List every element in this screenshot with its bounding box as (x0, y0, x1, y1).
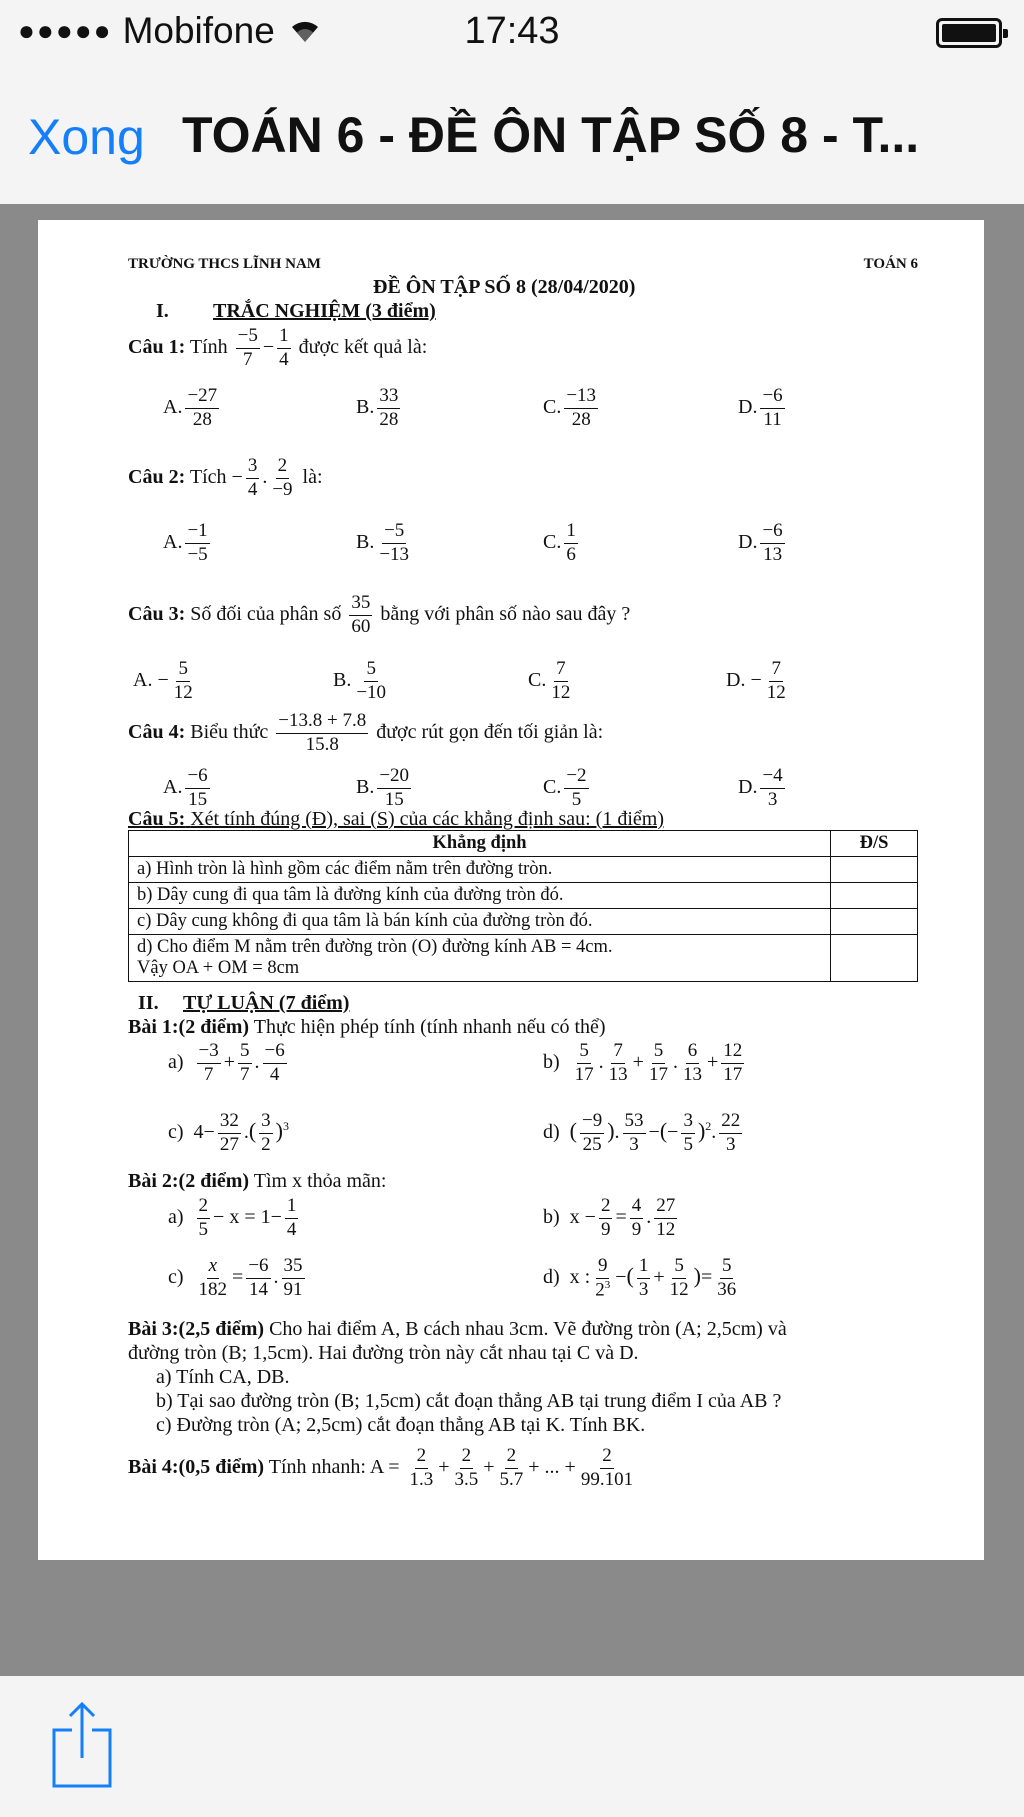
answer-cell (831, 857, 918, 883)
subject-label: TOÁN 6 (863, 256, 918, 272)
q1-option-a: A. $\frac{-27}{28}$ (163, 385, 218, 430)
exercise-1: Bài 1:(2 điểm) Thực hiện phép tính (tính nhanh nếu có thể) (128, 1016, 606, 1038)
q4-option-b: B. $\frac{-20}{15}$ (356, 765, 410, 810)
q2-option-c: C. $\frac{1}{6}$ (543, 520, 576, 565)
clock: 17:43 (464, 10, 560, 52)
q1-option-d: D. $\frac{-6}{11}$ (738, 385, 783, 430)
status-bar (0, 0, 1024, 62)
school-name: TRƯỜNG THCS LĨNH NAM (128, 256, 321, 272)
table-row (129, 935, 918, 982)
ex1-part-d: d) ( $\frac{-9}{25}$ ). $\frac{53}{3}$ −(− $\frac{3}{5}$ )$^2$. $\frac{22}{3}$ (543, 1110, 741, 1155)
section-heading: TỰ LUẬN (7 điểm) (183, 992, 350, 1014)
q1-option-c: C. $\frac{-13}{28}$ (543, 385, 597, 430)
true-false-table (128, 830, 918, 982)
statement-cell: c) Dây cung không đi qua tâm là bán kính của đường tròn đó. (129, 909, 831, 935)
share-icon[interactable] (50, 1700, 114, 1790)
q2-option-a: A. $\frac{-1}{-5}$ (163, 520, 208, 565)
question-3: Câu 3: Số đối của phân số $\frac{35}{60}$ bằng với phân số nào sau đây ? (128, 592, 631, 637)
exercise-3: Bài 3:(2,5 điểm) Cho hai điểm A, B cách nhau 3cm. Vẽ đường tròn (A; 2,5cm) và (128, 1318, 787, 1340)
q2-option-b: B. $\frac{-5}{-13}$ (356, 520, 410, 565)
q3-option-b: B. $\frac{5}{-10}$ (333, 658, 387, 703)
document-title: TOÁN 6 - ĐỀ ÔN TẬP SỐ 8 - T... (182, 107, 920, 163)
section-heading: TRẮC NGHIỆM (3 điểm) (213, 300, 436, 322)
ex1-part-b: b) $\frac{5}{17}$ . $\frac{7}{13}$ + $\frac{5}{17}$ . $\frac{6}{13}$ + $\frac{12}{17}$ (543, 1040, 743, 1085)
document-page (38, 220, 984, 1560)
ex1-part-a: a) $\frac{-3}{7}$ + $\frac{5}{7}$ . $\frac{-6}{4}$ (168, 1040, 285, 1085)
ex1-part-c: c) 4− $\frac{32}{27}$ .( $\frac{3}{2}$ )$^3$ (168, 1110, 289, 1155)
answer-cell (831, 883, 918, 909)
section-number: II. (138, 992, 159, 1014)
exercise-2: Bài 2:(2 điểm) Tìm x thỏa mãn: (128, 1170, 387, 1192)
q3-option-d: D. − $\frac{7}{12}$ (726, 658, 786, 703)
done-button[interactable]: Xong (28, 109, 145, 165)
exercise-3-text: đường tròn (B; 1,5cm). Hai đường tròn này cắt nhau tại C và D. (128, 1342, 639, 1364)
table-header-row (129, 831, 918, 857)
ex3-part-b: b) Tại sao đường tròn (B; 1,5cm) cắt đoạn thẳng AB tại trung điểm I của AB ? (156, 1390, 782, 1412)
bottom-toolbar (0, 1676, 1024, 1817)
ex2-part-a: a) $\frac{2}{5}$ − x = 1− $\frac{1}{4}$ (168, 1195, 297, 1240)
question-4: Câu 4: Biểu thức $\frac{-13.8 + 7.8}{15.8}$ được rút gọn đến tối giản là: (128, 710, 604, 755)
table-row (129, 857, 918, 883)
carrier-name: Mobifone (122, 10, 275, 51)
ex2-part-c: c) $\frac{x}{182}$ = $\frac{-6}{14}$ . $\frac{35}{91}$ (168, 1255, 303, 1300)
answer-cell (831, 935, 918, 982)
statement-cell: d) Cho điểm M nằm trên đường tròn (O) đường kính AB = 4cm. Vậy OA + OM = 8cm (129, 935, 831, 982)
q3-option-c: C. $\frac{7}{12}$ (528, 658, 571, 703)
question-2: Câu 2: Tích − $\frac{3}{4}$ . $\frac{2}{-9}$ là: (128, 455, 323, 500)
q4-option-a: A. $\frac{-6}{15}$ (163, 765, 208, 810)
battery-icon (936, 18, 1002, 48)
ex3-part-a: a) Tính CA, DB. (156, 1366, 290, 1388)
ex2-part-d: d) x : $\frac{9}{2^3}$ −( $\frac{1}{3}$ + $\frac{5}{12}$ )= $\frac{5}{36}$ (543, 1255, 737, 1301)
table-header-cell: Khẳng định (129, 831, 831, 857)
exam-title: ĐỀ ÔN TẬP SỐ 8 (28/04/2020) (373, 276, 636, 298)
answer-cell (831, 909, 918, 935)
q1-option-b: B. $\frac{33}{28}$ (356, 385, 399, 430)
ex2-part-b: b) x − $\frac{2}{9}$ = $\frac{4}{9}$ . $\frac{27}{12}$ (543, 1195, 676, 1240)
table-row (129, 909, 918, 935)
table-header-cell: Đ/S (831, 831, 918, 857)
q4-option-c: C. $\frac{-2}{5}$ (543, 765, 587, 810)
q3-option-a: A. − $\frac{5}{12}$ (133, 658, 193, 703)
table-row (129, 883, 918, 909)
statement-cell: a) Hình tròn là hình gồm các điểm nằm trên đường tròn. (129, 857, 831, 883)
section-number: I. (156, 300, 169, 322)
exercise-4: Bài 4:(0,5 điểm) Tính nhanh: A = $\frac{2}{1.3}$ + $\frac{2}{3.5}$ + $\frac{2}{5.7}$ + ... + $\frac{2}{99.101}$ (128, 1445, 634, 1490)
question-5: Câu 5: Xét tính đúng (Đ), sai (S) của các khẳng định sau: (1 điểm) (128, 808, 664, 830)
navigation-bar (0, 62, 1024, 204)
ex3-part-c: c) Đường tròn (A; 2,5cm) cắt đoạn thẳng AB tại K. Tính BK. (156, 1414, 646, 1436)
signal-strength-icon: ●●●●● (18, 15, 113, 46)
q4-option-d: D. $\frac{-4}{3}$ (738, 765, 783, 810)
statement-cell: b) Dây cung đi qua tâm là đường kính của đường tròn đó. (129, 883, 831, 909)
question-1: Câu 1: Tính $\frac{-5}{7}$ − $\frac{1}{4}$ được kết quả là: (128, 325, 428, 370)
document-viewer[interactable] (0, 204, 1024, 1676)
q2-option-d: D. $\frac{-6}{13}$ (738, 520, 783, 565)
